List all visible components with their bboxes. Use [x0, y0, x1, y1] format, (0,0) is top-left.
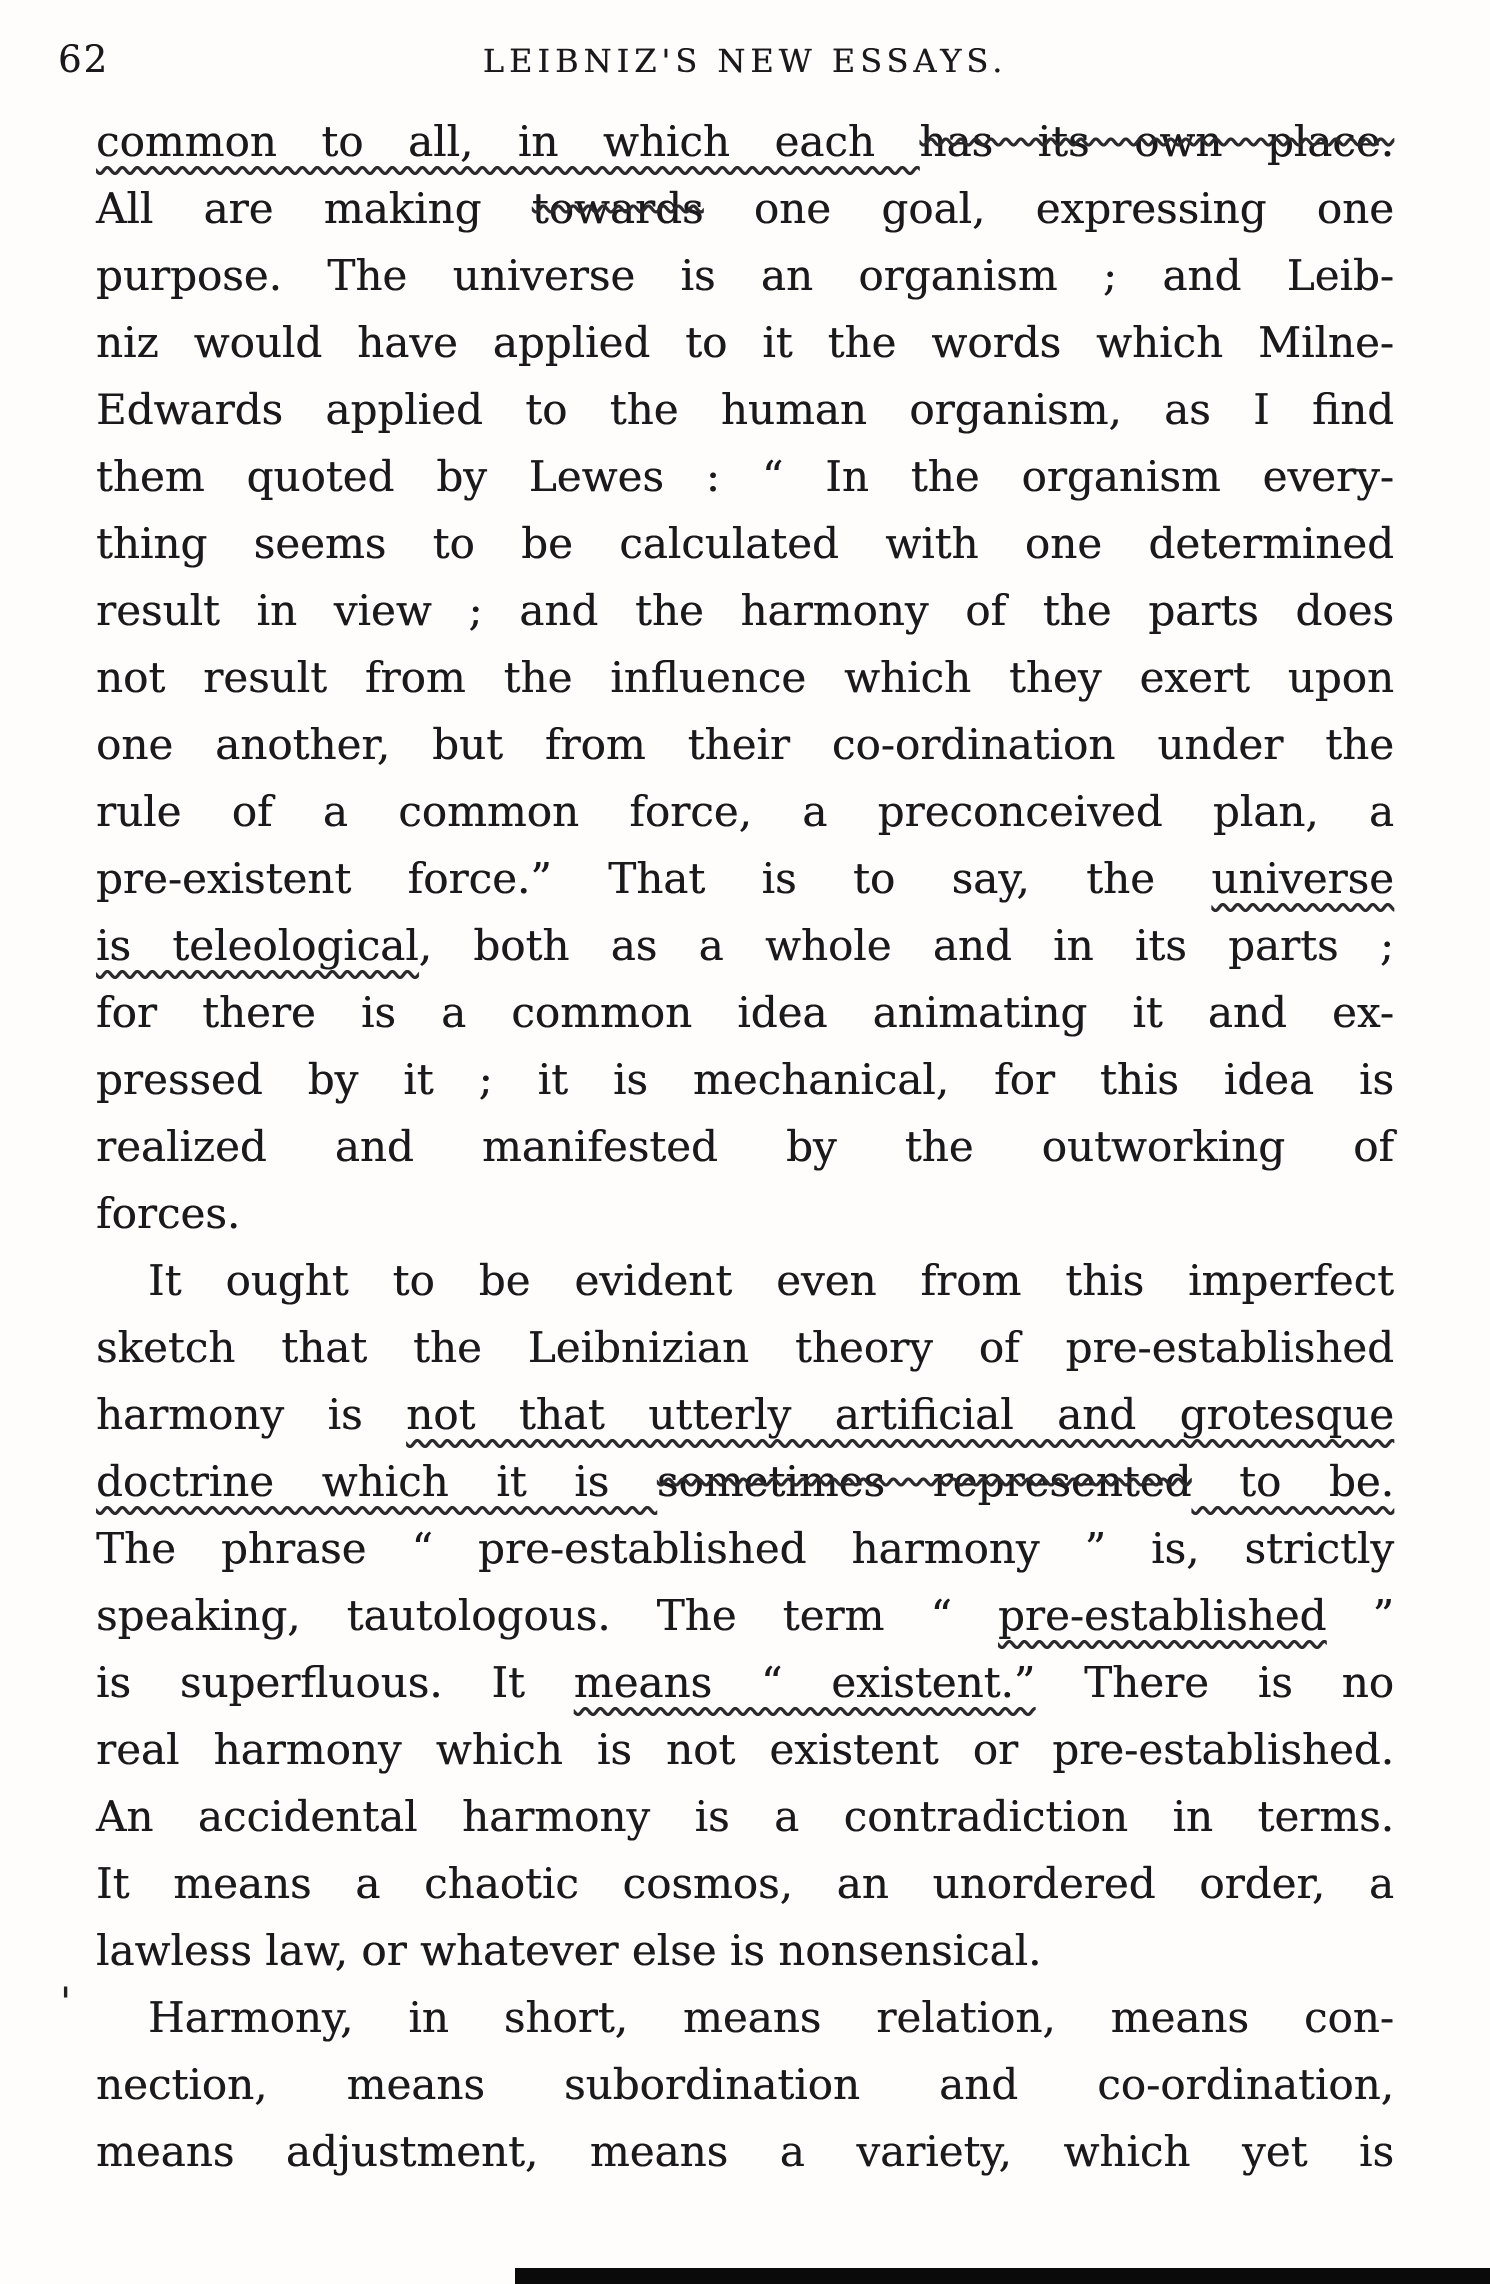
- text-segment: niz would have applied to it the words which Milne-: [96, 318, 1394, 367]
- text-segment: speaking, tautologous. The term “: [96, 1591, 998, 1640]
- text-line: [96, 2051, 1394, 2118]
- text-line: [96, 644, 1394, 711]
- text-segment: , both as a whole and in its parts ;: [418, 921, 1394, 970]
- text-segment: thing seems to be calculated with one determined: [96, 519, 1394, 568]
- text-segment: result in view ; and the harmony of the parts does: [96, 586, 1394, 635]
- text-line: [96, 1783, 1394, 1850]
- text-line: [96, 1381, 1394, 1448]
- pencil-mark-wavy-underline: doctrine which it is: [96, 1457, 657, 1506]
- text-line: [96, 242, 1394, 309]
- paragraph: [96, 1984, 1394, 2185]
- text-segment: There is no: [1035, 1658, 1394, 1707]
- text-segment: not result from the influence which they exert upon: [96, 653, 1394, 702]
- text-segment: ”: [1326, 1591, 1395, 1640]
- text-line: [96, 175, 1394, 242]
- text-line: [96, 1917, 1394, 1984]
- text-segment: for there is a common idea animating it and ex-: [96, 988, 1394, 1037]
- text-line: [96, 912, 1394, 979]
- text-segment: pre-existent force.” That is to say, the: [96, 854, 1212, 903]
- text-line: [96, 2118, 1394, 2185]
- scan-artifact-bar: [515, 2268, 1490, 2284]
- text-line: [96, 376, 1394, 443]
- text-segment: harmony is: [96, 1390, 407, 1439]
- text-line: [96, 510, 1394, 577]
- pencil-mark-wavy-underline: pre-established: [998, 1591, 1327, 1640]
- text-segment: nection, means subordination and co-ordination,: [96, 2060, 1394, 2109]
- text-segment: It ought to be evident even from this imperfect: [148, 1256, 1394, 1305]
- running-head: LEIBNIZ'S NEW ESSAYS.: [482, 42, 1008, 80]
- pencil-mark-wavy-strike: towards: [531, 184, 704, 233]
- text-line: [96, 1448, 1394, 1515]
- text-segment: one another, but from their co-ordination under the: [96, 720, 1394, 769]
- text-segment: It means a chaotic cosmos, an unordered order, a: [96, 1859, 1394, 1908]
- text-line: [96, 1850, 1394, 1917]
- text-line: [96, 1247, 1394, 1314]
- text-segment: means adjustment, means a variety, which yet is: [96, 2127, 1394, 2176]
- page-body: [96, 108, 1394, 2185]
- text-segment: them quoted by Lewes : “ In the organism every-: [96, 452, 1394, 501]
- text-segment: All are making: [96, 184, 532, 233]
- text-segment: The phrase “ pre-established harmony ” is, strictly: [96, 1524, 1394, 1573]
- text-line: [96, 108, 1394, 175]
- pencil-mark-wavy-underline: universe: [1211, 854, 1394, 903]
- pencil-mark-wavy-strike: has its own place.: [919, 117, 1394, 166]
- text-line: [96, 1515, 1394, 1582]
- text-segment: one goal, expressing one: [703, 184, 1395, 233]
- text-segment: forces.: [96, 1189, 241, 1238]
- text-line: [96, 1582, 1394, 1649]
- text-segment: is superfluous. It: [96, 1658, 574, 1707]
- text-line: [96, 1984, 1394, 2051]
- text-segment: purpose. The universe is an organism ; and Leib-: [96, 251, 1394, 300]
- text-line: [96, 1180, 1394, 1247]
- text-segment: lawless law, or whatever else is nonsensical.: [96, 1926, 1042, 1975]
- pencil-mark-wavy-underline: is teleological: [96, 921, 419, 970]
- pencil-mark-wavy-underline: to be.: [1191, 1457, 1394, 1506]
- text-line: [96, 1314, 1394, 1381]
- text-segment: rule of a common force, a preconceived plan, a: [96, 787, 1394, 836]
- pencil-mark-wavy-underline: common to all, in which each: [96, 117, 920, 166]
- text-segment: Harmony, in short, means relation, means con-: [148, 1993, 1394, 2042]
- paragraph: [96, 108, 1394, 1247]
- text-line: [96, 845, 1394, 912]
- text-line: [96, 778, 1394, 845]
- paragraph: [96, 1247, 1394, 1984]
- stray-pencil-mark: ': [60, 1980, 71, 2026]
- pencil-mark-wavy-underline: means “ existent.”: [573, 1658, 1036, 1707]
- text-line: [96, 1716, 1394, 1783]
- text-line: [96, 1649, 1394, 1716]
- text-segment: Edwards applied to the human organism, as I find: [96, 385, 1394, 434]
- text-line: [96, 1113, 1394, 1180]
- text-segment: realized and manifested by the outworking of: [96, 1122, 1394, 1171]
- text-segment: sketch that the Leibnizian theory of pre-established: [96, 1323, 1394, 1372]
- text-line: [96, 1046, 1394, 1113]
- text-segment: real harmony which is not existent or pre-established.: [96, 1725, 1394, 1774]
- text-line: [96, 577, 1394, 644]
- text-line: [96, 711, 1394, 778]
- text-line: [96, 979, 1394, 1046]
- text-segment: An accidental harmony is a contradiction in terms.: [96, 1792, 1394, 1841]
- text-segment: pressed by it ; it is mechanical, for this idea is: [96, 1055, 1394, 1104]
- text-line: [96, 443, 1394, 510]
- text-line: [96, 309, 1394, 376]
- pencil-mark-wavy-strike: sometimes represented: [656, 1457, 1192, 1506]
- page-number: 62: [58, 38, 110, 81]
- pencil-mark-wavy-underline: not that utterly artificial and grotesque: [406, 1390, 1394, 1439]
